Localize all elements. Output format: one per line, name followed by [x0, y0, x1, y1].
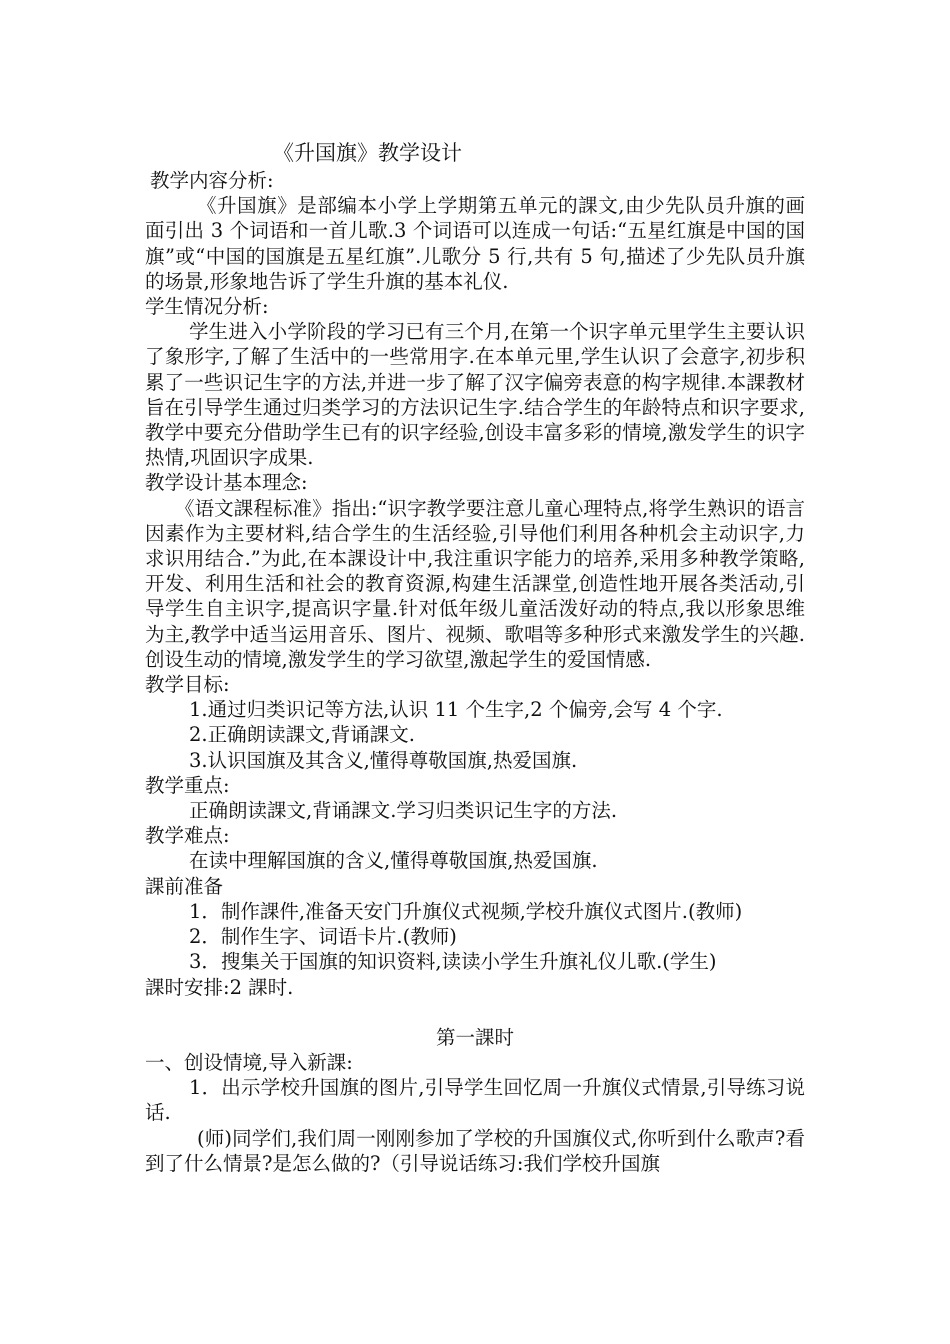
preparation-item: 3．搜集关于国旗的知识资料,读读小学生升旗礼仪儿歌.(学生) [189, 950, 717, 974]
document-body [145, 128, 805, 1176]
schedule-line: 課时安排:2 課时. [145, 975, 294, 999]
document-title: 《升国旗》教学设计 [273, 141, 462, 165]
goal-item: 2.正确朗读課文,背诵課文. [189, 723, 416, 747]
difficulties-paragraph: 在读中理解国旗的含义,懂得尊敬国旗,热爱国旗. [189, 849, 598, 873]
goal-item: 3.认识国旗及其含义,懂得尊敬国旗,热爱国旗. [189, 748, 578, 772]
lesson-title: 第一課时 [435, 1025, 514, 1049]
content-analysis-paragraph: 《升国旗》是部编本小学上学期第五单元的課文,由少先队员升旗的画面引出 3 个词语和一首儿歌.3 个词语可以连成一句话:“五星红旗是中国的国旗”或“中国的国旗是五星红旗”.儿歌分 5 行,共有 5 句,描述了少先队员升旗的场景,形象地告诉了学生升旗的基本礼仪. [145, 194, 805, 293]
key-points-heading: 教学重点: [145, 773, 230, 797]
philosophy-heading: 教学设计基本理念: [145, 471, 308, 495]
goals-heading: 教学目标: [145, 673, 230, 697]
step1-heading: 一、创设情境,导入新課: [145, 1050, 353, 1074]
difficulties-heading: 教学难点: [145, 824, 230, 848]
student-analysis-paragraph: 学生进入小学阶段的学习已有三个月,在第一个识字单元里学生主要认识了象形字,了解了生活中的一些常用字.在本单元里,学生认识了会意字,初步积累了一些识记生字的方法,并进一步了解了汉字偏旁表意的构字规律.本課教材旨在引导学生通过归类学习的方法识记生字.结合学生的年龄特点和识字要求,教学中要充分借助学生已有的识字经验,创设丰富多彩的情境,激发学生的识字热情,巩固识字成果. [145, 320, 805, 470]
preparation-item: 1．制作課件,准备天安门升旗仪式视频,学校升旗仪式图片.(教师) [189, 899, 743, 923]
philosophy-paragraph: 《语文課程标准》指出:“识字教学要注意儿童心理特点,将学生熟识的语言因素作为主要材料,结合学生的生活经验,引导他们利用各种机会主动识字,力求识用结合.”为此,在本課设计中,我注重识字能力的培养,采用多种教学策略,开发、利用生活和社会的教育资源,构建生活課堂,创造性地开展各类活动,引导学生自主识字,提高识字量.针对低年级儿童活泼好动的特点,我以形象思维为主,教学中适当运用音乐、图片、视频、歌唱等多种形式来激发学生的兴趣.创设生动的情境,激发学生的学习欲望,激起学生的爱国情感. [145, 496, 805, 671]
step1-item: 1．出示学校升国旗的图片,引导学生回忆周一升旗仪式情景,引导练习说话. [145, 1076, 805, 1125]
preparation-item: 2．制作生字、词语卡片.(教师) [189, 925, 457, 949]
key-points-paragraph: 正确朗读課文,背诵課文.学习归类识记生字的方法. [189, 799, 618, 823]
content-analysis-heading: 教学内容分析: [150, 169, 274, 192]
step1-teacher-paragraph: (师)同学们,我们周一刚刚参加了学校的升国旗仪式,你听到什么歌声?看到了什么情景?是怎么做的?（引导说话练习:我们学校升国旗 [145, 1126, 805, 1175]
goal-item: 1.通过归类识记等方法,认识 11 个生字,2 个偏旁,会写 4 个字. [189, 698, 723, 722]
student-analysis-heading: 学生情况分析: [145, 295, 269, 319]
preparation-heading: 課前准备 [145, 874, 224, 898]
